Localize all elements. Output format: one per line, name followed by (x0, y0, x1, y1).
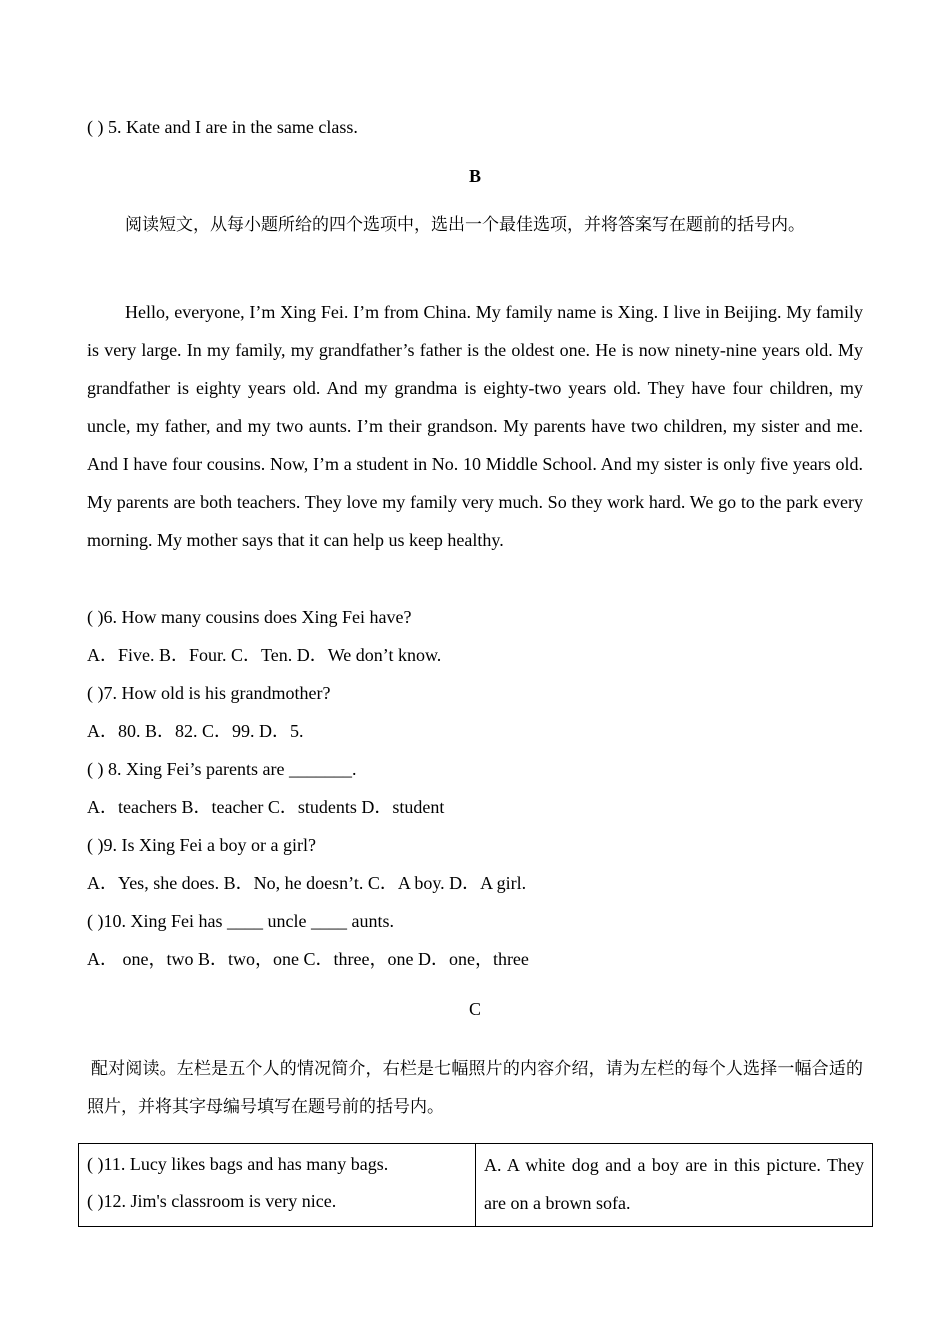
question-10-options: A． one，two B．two，one C．three，one D．one，three (87, 949, 529, 969)
matching-right-column (476, 1144, 873, 1227)
matching-left-column (79, 1144, 476, 1227)
question-10: ( )10. Xing Fei has ____ uncle ____ aunts. (87, 911, 394, 931)
question-12: ( )12. Jim's classroom is very nice. (87, 1191, 337, 1211)
section-c-heading: C (468, 999, 481, 1019)
section-b-heading: B (468, 166, 481, 186)
question-7-options: A．80. B．82. C．99. D．5. (87, 721, 304, 741)
question-11: ( )11. Lucy likes bags and has many bags. (87, 1154, 389, 1174)
question-6-options: A．Five. B．Four. C．Ten. D．We don’t know. (87, 645, 442, 665)
question-5: ( ) 5. Kate and I are in the same class. (87, 117, 358, 137)
option-a: A. A white dog and a boy are in this picture. They are on a brown sofa. (484, 1155, 864, 1213)
question-8: ( ) 8. Xing Fei’s parents are _______. (87, 759, 357, 779)
matching-table (78, 1143, 873, 1227)
question-7: ( )7. How old is his grandmother? (87, 683, 331, 703)
question-6: ( )6. How many cousins does Xing Fei have? (87, 607, 412, 627)
question-9: ( )9. Is Xing Fei a boy or a girl? (87, 835, 316, 855)
question-8-options: A．teachers B．teacher C．students D．student (87, 797, 445, 817)
section-b-instruction: 阅读短文，从每小题所给的四个选项中，选出一个最佳选项，并将答案写在题前的括号内。 (125, 215, 805, 235)
reading-passage: Hello, everyone, I’m Xing Fei. I’m from China. My family name is Xing. I live in Beijing. My family is very large. In my family, my grandfather’s father is the oldest one. He is now ninety-nine years old. My grandfather is eighty years old. And my grandma is eighty-two years old. They have four children, my uncle, my father, and my two aunts. I’m their grandson. My parents have two children, my sister and me. And I have four cousins. Now, I’m a student in No. 10 Middle School. And my sister is only five years old. My parents are both teachers. They love my family very much. So they work hard. We go to the park every morning. My mother says that it can help us keep healthy. (87, 302, 863, 550)
section-c-instruction: 配对阅读。左栏是五个人的情况简介，右栏是七幅照片的内容介绍，请为左栏的每个人选择一幅合适的照片，并将其字母编号填写在题号前的括号内。 (87, 1059, 863, 1117)
question-9-options: A．Yes, she does. B．No, he doesn’t. C．A boy. D．A girl. (87, 873, 527, 893)
